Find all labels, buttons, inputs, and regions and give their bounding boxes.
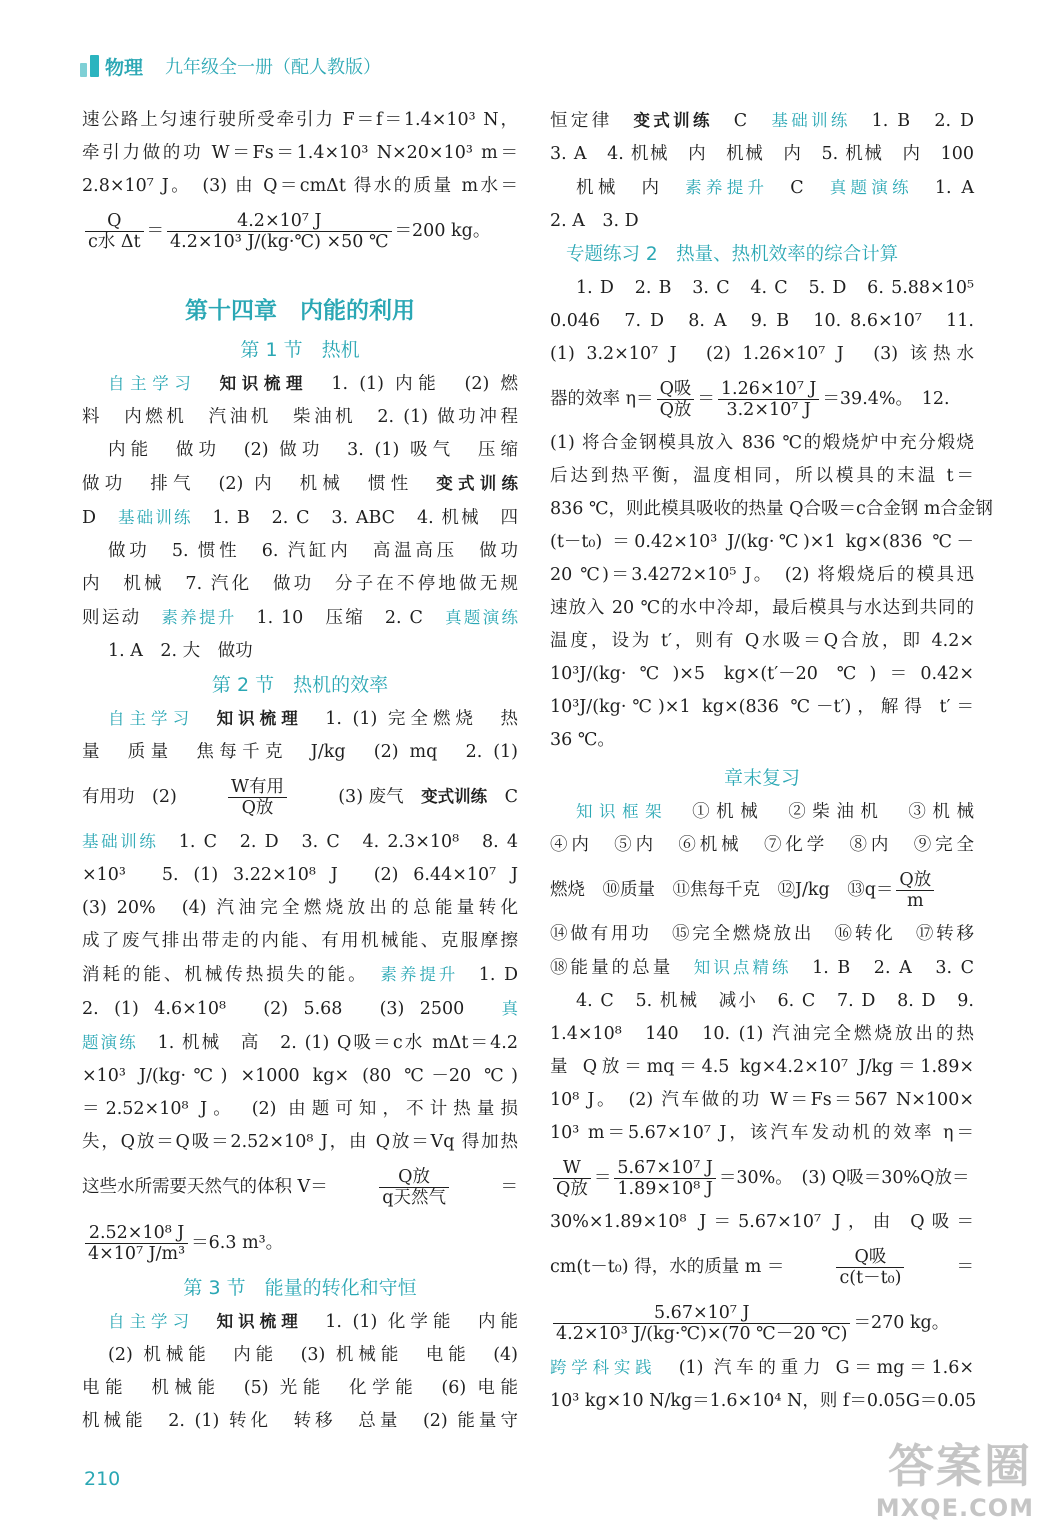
text-line: 2.8×10⁷ J。 (3) 由 Q＝cmΔt 得水的质量 m水＝ xyxy=(82,176,518,196)
text-line: 速公路上匀速行驶所受牵引力 F＝f＝1.4×10³ N， xyxy=(82,110,518,130)
text-line: 题演练 1. 机械 高 2. (1) Q吸＝c水 mΔt＝4.2 xyxy=(82,1033,518,1053)
text-line: (1) 3.2×10⁷ J (2) 1.26×10⁷ J (3) 该热水 xyxy=(550,344,974,364)
text-line: (2) 机械能 内能 (3) 机械能 电能 (4) xyxy=(108,1345,518,1365)
grade-label: 九年级全一册（配人教版） xyxy=(165,57,382,78)
text-line: 恒定律 变式训练 C 基础训练 1. B 2. D xyxy=(550,111,974,131)
text-line: 20 ℃)＝3.4272×10⁵ J。 (2) 将煅烧后的模具迅 xyxy=(550,565,974,585)
text-line: 跨学科实践 (1) 汽车的重力 G＝mg＝1.6× xyxy=(550,1358,975,1378)
text-line: 失，Q放＝Q吸＝2.52×10⁸ J，由 Q放＝Vq 得加热 xyxy=(82,1132,518,1152)
fraction: $\frac{\text{1.26×10⁷ J}}{\text{3.2×10⁷ J}}$ xyxy=(718,379,820,420)
text-line: 自主学习 知识梳理 1. (1) 化学能 内能 xyxy=(108,1312,519,1332)
formula-line: $\frac{\text{5.67×10⁷ J}}{\text{4.2×10³ J/(kg·℃)×(70 ℃－20 ℃)}}$ ＝270 kg。 xyxy=(550,1295,974,1351)
formula-line: $\frac{\text{2.52×10⁸ J}}{\text{4×10⁷ J/m³}}$ ＝6.3 m³。 xyxy=(82,1215,518,1271)
section-title: 第 1 节 热机 xyxy=(240,339,360,361)
right-column xyxy=(550,104,993,1418)
text-line: 30%×1.89×10⁸ J＝5.67×10⁷ J，由 Q吸＝ xyxy=(550,1212,974,1232)
text-line: 836 ℃，则此模具吸收的热量 Q合吸＝c合金钢 m合金钢 xyxy=(550,499,993,519)
text-line: 基础训练 1. C 2. D 3. C 4. 2.3×10⁸ 8. 4 xyxy=(82,832,519,852)
left-column xyxy=(82,104,518,1438)
fraction: $\frac{\text{5.67×10⁷ J}}{\text{4.2×10³ J/(kg·℃)×(70 ℃－20 ℃)}}$ xyxy=(553,1303,850,1344)
text-line: 做功 排气 (2) 内 机械 惯性 变式训练 xyxy=(82,474,518,494)
fraction: $\frac{W}{\text{Q放}}$ xyxy=(553,1158,591,1199)
fraction: $\frac{\text{Q吸}}{\text{Q放}}$ xyxy=(657,379,695,420)
text-line: ⑭做有用功 ⑮完全燃烧放出 ⑯转化 ⑰转移 xyxy=(550,924,974,944)
text-line: 10³J/(kg·℃)×1 kg×(836 ℃－t′)，解得 t′＝ xyxy=(550,697,974,717)
subject-label: 物理 xyxy=(105,56,144,79)
fraction: $\frac{\text{2.52×10⁸ J}}{\text{4×10⁷ J/m³}}$ xyxy=(85,1223,188,1264)
fraction: $\frac{\text{Q放}}{m}$ xyxy=(896,870,934,911)
text-line: 10³ m＝5.67×10⁷ J，该汽车发动机的效率 η＝ xyxy=(550,1123,974,1143)
fraction: $\frac{\text{4.2×10⁷ J}}{\text{4.2×10³ J/(kg·℃) ×50 ℃}}$ xyxy=(167,211,392,252)
fraction: $\frac{Q}{\text{c水 Δt}}$ xyxy=(85,211,144,252)
fraction: $\frac{\text{Q吸}}{\text{c(t－t₀)}}$ xyxy=(836,1247,904,1288)
section-title: 第 3 节 能量的转化和守恒 xyxy=(183,1277,417,1299)
text-line: ⑱能量的总量 知识点精练 1. B 2. A 3. C xyxy=(550,958,975,978)
formula-line: 这些水所需要天然气的体积 V＝ $\frac{\text{Q放}}{\text{q天然气}}$ ＝ xyxy=(82,1166,518,1208)
text-line: (t－t₀) ＝0.42×10³ J/(kg·℃)×1 kg×(836 ℃－ xyxy=(550,532,974,552)
text-line: 0.046 7. D 8. A 9. B 10. 8.6×10⁷ 11. xyxy=(550,311,974,331)
text-line: 量 质量 焦每千克 J/kg (2) mq 2. (1) xyxy=(82,742,518,762)
text-line: 机械能 2. (1) 转化 转移 总量 (2) 能量守 xyxy=(82,1411,518,1431)
text-line: 消耗的能、机械传热损失的能。 素养提升 1. D xyxy=(82,965,519,985)
text-line: 做功 5. 惯性 6. 汽缸内 高温高压 做功 xyxy=(108,541,518,561)
text-line: 10⁸ J。 (2) 汽车做的功 W＝Fs＝567 N×100× xyxy=(550,1090,974,1110)
text-line: ×10³ J/(kg·℃) ×1000 kg× (80 ℃－20 ℃) xyxy=(82,1066,518,1086)
text-line: 4. C 5. 机械 减小 6. C 7. D 8. D 9. xyxy=(576,991,974,1011)
text-line: ④内 ⑤内 ⑥机械 ⑦化学 ⑧内 ⑨完全 xyxy=(550,835,974,855)
section-title: 章末复习 xyxy=(723,767,800,789)
formula-line: 有用功 (2) $\frac{\text{W有用}}{\text{Q放}}$ (3) 废气 变式训练 C xyxy=(82,776,518,818)
topic-label: 自主学习 xyxy=(108,374,197,393)
text-line: 成了废气排出带走的内能、有用机械能、克服摩擦 xyxy=(82,931,518,951)
page-number: 210 xyxy=(84,1468,121,1490)
text-line: D 基础训练 1. B 2. C 3. ABC 4. 机械 四 xyxy=(82,508,519,528)
fraction: $\frac{\text{5.67×10⁷ J}}{\text{1.89×10⁸ J}}$ xyxy=(614,1158,716,1199)
watermark-logo: 答案圈 MXQE.COM xyxy=(875,1439,1034,1522)
chapter-title: 第十四章 内能的利用 xyxy=(185,298,415,324)
fraction: $\frac{\text{Q放}}{\text{q天然气}}$ xyxy=(379,1167,449,1208)
text-line: 料 内燃机 汽油机 柴油机 2. (1) 做功冲程 xyxy=(82,407,518,427)
text-line: 10³J/(kg·℃)×5 kg×(t′－20 ℃)＝0.42× xyxy=(550,664,974,684)
text-line: 10³ kg×10 N/kg＝1.6×10⁴ N，则 f＝0.05G＝0.05 xyxy=(550,1391,977,1411)
text-line: 1. D 2. B 3. C 4. C 5. D 6. 5.88×10⁵ xyxy=(576,278,974,298)
text-line: 知识框架 ①机械 ②柴油机 ③机械 xyxy=(576,802,974,822)
text-line: 36 ℃。 xyxy=(550,730,615,750)
text-line: 温度，设为 t′，则有 Q水吸＝Q合放，即 4.2× xyxy=(550,631,974,651)
text-line: 内 机械 7. 汽化 做功 分子在不停地做无规 xyxy=(82,574,518,594)
formula-line: 燃烧 ⑩质量 ⑪焦每千克 ⑫J/kg ⑬q＝ $\frac{\text{Q放}}{m}$ xyxy=(550,862,974,918)
section-title: 第 2 节 热机的效率 xyxy=(211,674,389,696)
text-line: ×10³ 5. (1) 3.22×10⁸ J (2) 6.44×10⁷ J xyxy=(82,865,518,885)
formula-line: 器的效率 η＝ $\frac{\text{Q吸}}{\text{Q放}}$ ＝ $\frac{\text{1.26×10⁷ J}}{\text{3.2×10⁷ J}}$ ＝39.4%。 12. xyxy=(550,378,950,420)
text-line: 2. (1) 4.6×10⁸ (2) 5.68 (3) 2500 真 xyxy=(82,999,518,1019)
formula-line: $\frac{W}{\text{Q放}}$ ＝ $\frac{\text{5.67×10⁷ J}}{\text{1.89×10⁸ J}}$ ＝30%。 (3) Q吸＝30%Q放＝ xyxy=(550,1150,974,1206)
text-line: 1. A 2. 大 做功 xyxy=(108,641,253,661)
text-line: 后达到热平衡，温度相同，所以模具的末温 t＝ xyxy=(550,466,974,486)
text-line: 2. A 3. D xyxy=(550,211,639,231)
formula-line: $\frac{Q}{\text{c水 Δt}}$ ＝ $\frac{\text{4.2×10⁷ J}}{\text{4.2×10³ J/(kg·℃) ×50 ℃}}$ ＝200 kg。 xyxy=(82,203,518,259)
text-line: 速放入 20 ℃的水中冷却，最后模具与水达到共同的 xyxy=(550,598,974,618)
logo-icon xyxy=(80,55,99,77)
text-line: (1) 将合金钢模具放入 836 ℃的煅烧炉中充分煅烧 xyxy=(550,433,974,453)
text-line: ＝2.52×10⁸ J。 (2) 由题可知，不计热量损 xyxy=(82,1099,518,1119)
text-line: 自主学习 知识梳理 1. (1) 完全燃烧 热 xyxy=(108,709,519,729)
text-line: 3. A 4. 机械 内 机械 内 5. 机械 内 100 xyxy=(550,144,974,164)
page-header xyxy=(80,50,381,82)
text-line: 则运动 素养提升 1. 10 压缩 2. C 真题演练 xyxy=(82,608,519,628)
text-line: 量 Q放＝mq＝4.5 kg×4.2×10⁷ J/kg＝1.89× xyxy=(550,1057,974,1077)
text-line: 内能 做功 (2) 做功 3. (1) 吸气 压缩 xyxy=(108,440,518,460)
text-line: 自主学习 知识梳理 1. (1) 内能 (2) 燃 xyxy=(108,374,519,394)
text-line: 1.4×10⁸ 140 10. (1) 汽油完全燃烧放出的热 xyxy=(550,1024,974,1044)
formula-line: cm(t－t₀) 得，水的质量 m ＝ $\frac{\text{Q吸}}{\text{c(t－t₀)}}$ ＝ xyxy=(550,1246,974,1288)
special-practice-title: 专题练习 2 热量、热机效率的综合计算 xyxy=(566,244,899,265)
text-line: 机械 内 素养提升 C 真题演练 1. A xyxy=(576,178,975,198)
fraction: $\frac{\text{W有用}}{\text{Q放}}$ xyxy=(228,777,287,818)
text-line: 牵引力做的功 W＝Fs＝1.4×10³ N×20×10³ m＝ xyxy=(82,143,518,163)
text-line: (3) 20% (4) 汽油完全燃烧放出的总能量转化 xyxy=(82,898,518,918)
text-line: 电能 机械能 (5) 光能 化学能 (6) 电能 xyxy=(82,1378,518,1398)
